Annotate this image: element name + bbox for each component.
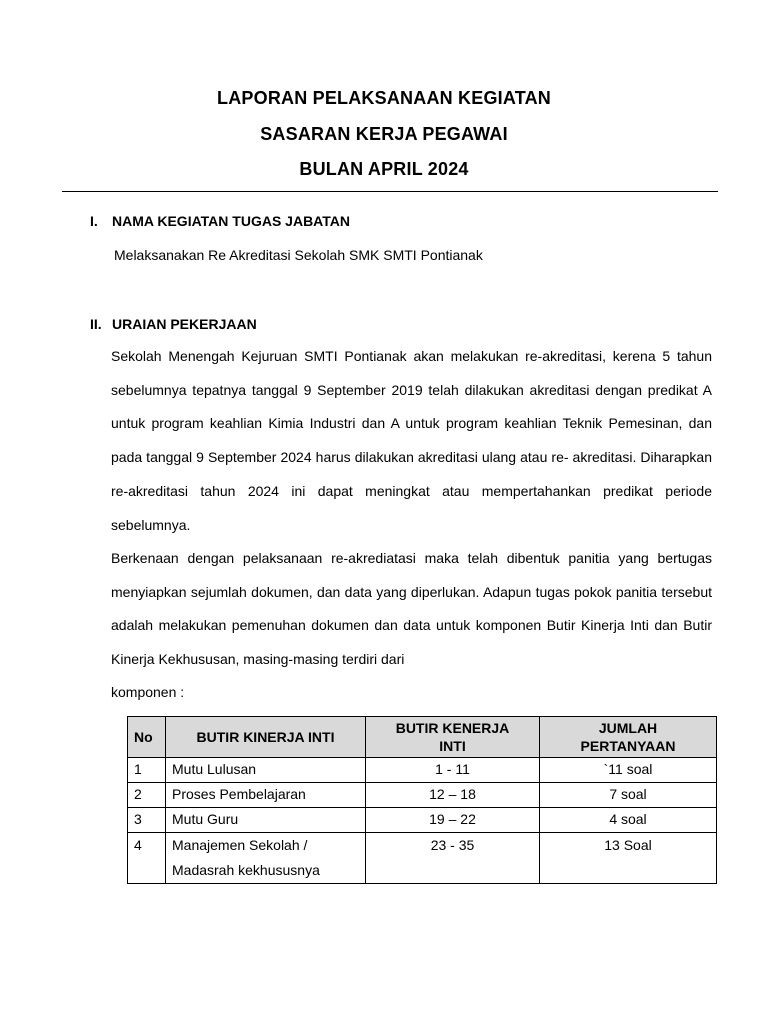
row-range: 23 - 35 xyxy=(366,833,540,884)
section-1-number: I. xyxy=(90,213,98,229)
section-2-heading xyxy=(90,316,257,332)
row-count: 13 Soal xyxy=(540,833,717,884)
title-divider xyxy=(62,191,718,192)
section-1-heading xyxy=(90,213,350,229)
header-butir-kenerja-inti: BUTIR KENERJA INTI xyxy=(366,717,540,758)
section-2-paragraph-1: Sekolah Menengah Kejuruan SMTI Pontianak akan melakukan re-akreditasi, kerena 5 tahun sebelumnya tepatnya tanggal 9 September 2019 telah dilakukan akreditasi dengan predikat A untuk program keahlian Kimia Industri dan A untuk program keahlian Teknik Pemesinan, dan pada tanggal 9 September 2024 harus dilakukan akreditasi ulang atau re- akreditasi. Diharapkan re-akreditasi tahun 2024 ini dapat meningkat atau mempertahankan predikat periode sebelumnya. xyxy=(111,348,712,533)
row-range: 19 – 22 xyxy=(366,808,540,833)
row-name: Proses Pembelajaran xyxy=(166,783,366,808)
table-row xyxy=(128,833,717,884)
section-2-paragraph-2: Berkenaan dengan pelaksanaan re-akrediatasi maka telah dibentuk panitia yang bertugas menyiapkan sejumlah dokumen, dan data yang diperlukan. Adapun tugas pokok panitia tersebut adalah melakukan pemenuhan dokumen dan data untuk komponen Butir Kinerja Inti dan Butir Kinerja Kekhususan, masing-masing terdiri dari xyxy=(111,550,712,668)
section-1-title: NAMA KEGIATAN TUGAS JABATAN xyxy=(112,213,350,229)
section-2-title: URAIAN PEKERJAAN xyxy=(112,316,257,332)
row-no: 4 xyxy=(128,833,166,884)
section-2-number: II. xyxy=(90,316,102,332)
header-no: No xyxy=(128,717,166,758)
header-butir-kinerja-inti: BUTIR KINERJA INTI xyxy=(166,717,366,758)
table-row xyxy=(128,783,717,808)
row-name: Mutu Guru xyxy=(166,808,366,833)
row-no: 2 xyxy=(128,783,166,808)
report-title-line-3: BULAN APRIL 2024 xyxy=(299,159,469,179)
row-name-line-2: Madasrah kekhususnya xyxy=(172,862,320,878)
report-title-line-2: SASARAN KERJA PEGAWAI xyxy=(260,124,508,144)
row-count: `11 soal xyxy=(540,758,717,783)
report-title-line-1: LAPORAN PELAKSANAAN KEGIATAN xyxy=(217,88,551,108)
components-table xyxy=(127,716,717,884)
row-range: 1 - 11 xyxy=(366,758,540,783)
header-jumlah-pertanyaan: JUMLAH PERTANYAAN xyxy=(540,717,717,758)
row-no: 3 xyxy=(128,808,166,833)
row-name-line-1: Manajemen Sekolah / xyxy=(172,837,308,853)
section-2-paragraph-2-end: komponen : xyxy=(111,684,185,700)
row-no: 1 xyxy=(128,758,166,783)
row-name: Mutu Lulusan xyxy=(166,758,366,783)
table-row xyxy=(128,808,717,833)
table-header-row xyxy=(128,717,717,758)
section-1-text: Melaksanakan Re Akreditasi Sekolah SMK SMTI Pontianak xyxy=(114,247,483,263)
row-count: 7 soal xyxy=(540,783,717,808)
row-range: 12 – 18 xyxy=(366,783,540,808)
row-name xyxy=(166,833,366,884)
row-count: 4 soal xyxy=(540,808,717,833)
table-row xyxy=(128,758,717,783)
